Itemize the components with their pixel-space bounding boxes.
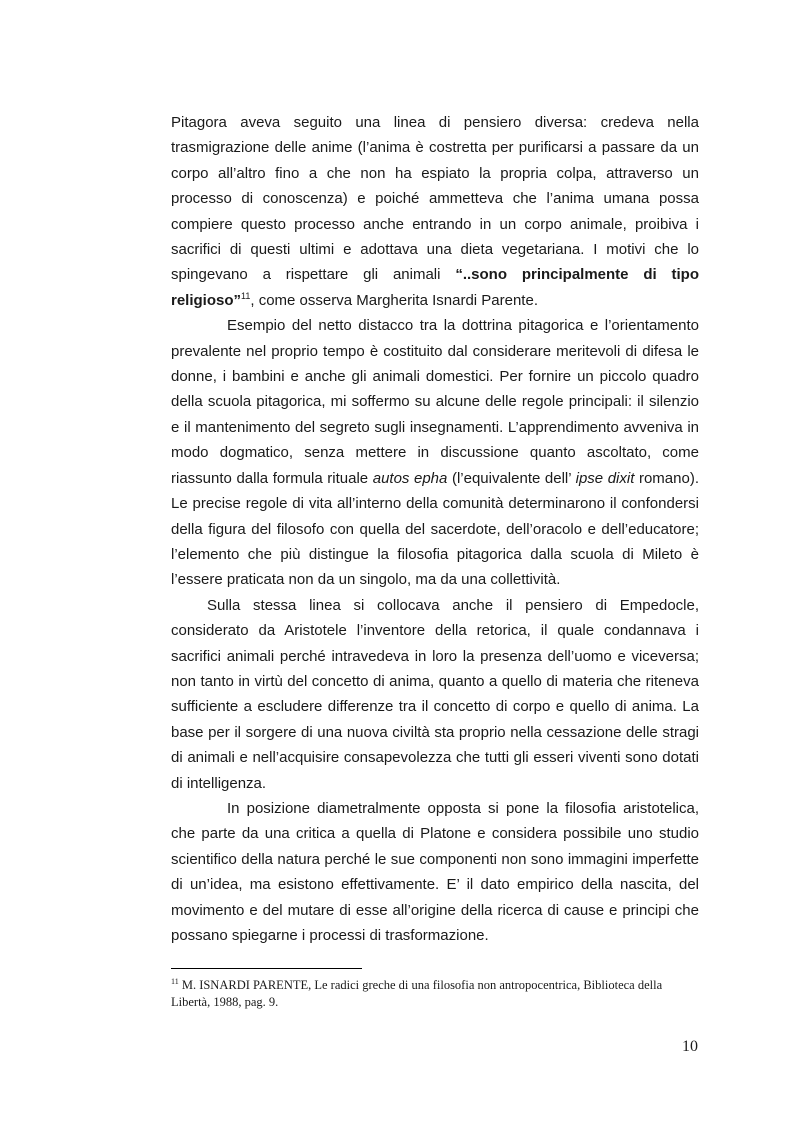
italic-term-autos-epha: autos epha <box>372 469 448 487</box>
body-text <box>171 110 699 948</box>
footnote <box>171 977 699 1011</box>
footnote-separator <box>171 968 362 969</box>
paragraph-text: , come osserva Margherita Isnardi Parente. <box>250 291 538 309</box>
paragraph-pitagora <box>171 110 699 313</box>
footnote-reference[interactable]: 11 <box>241 290 251 301</box>
footnote-number: 11 <box>171 976 179 986</box>
paragraph-text: (l’equivalente dell’ <box>447 469 576 487</box>
paragraph-text: Esempio del netto distacco tra la dottrina pitagorica e l’orientamento prevalente nel proprio tempo è costituito dal considerare meritevoli di difesa le donne, i bambini e anche gli animali domestici. Per fornire un piccolo quadro della scuola pitagorica, mi soffermo su alcune delle regole principali: il silenzio e il mantenimento del segreto sugli insegnamenti. L’apprendimento avveniva in modo dogmatico, senza mettere in discussione quanto ascoltato, come riassunto dalla formula rituale <box>171 317 699 487</box>
italic-term-ipse-dixit: ipse dixit <box>575 469 635 487</box>
paragraph-text: Pitagora aveva seguito una linea di pensiero diversa: credeva nella trasmigrazione delle anime (l’anima è costretta per purificarsi a passare da un corpo all’altro fino a che non ha espiato la propria colpa, attraverso un processo di conoscenza) e poiché ammetteva che l’anima umana possa compiere questo processo anche entrando in un corpo animale, proibiva i sacrifici di questi ultimi e adottava una dieta vegetariana. I motivi che lo spingevano a rispettare gli animali <box>171 114 699 284</box>
footnote-text: M. ISNARDI PARENTE, Le radici greche di una filosofia non antropocentrica, Biblioteca della Libertà, 1988, pag. 9. <box>171 978 663 1009</box>
paragraph-text: In posizione diametralmente opposta si pone la filosofia aristotelica, che parte da una critica a quella di Platone e considera possibile uno studio scientifico della natura perché le sue componenti non sono immagini imperfette di un’idea, ma esistono effettivamente. E’ il dato empirico della nascita, del movimento e del mutare di esse all’origine della ricerca di cause e principi che possano spiegarne i processi di trasformazione. <box>171 799 699 944</box>
bold-quote: “..sono principalmente di tipo religioso” <box>171 266 699 309</box>
paragraph-text: Sulla stessa linea si collocava anche il pensiero di Empedocle, considerato da Aristotele l’inventore della retorica, il quale condannava i sacrifici animali perché intravedeva in loro la presenza dell’uomo e viceversa; non tanto in virtù del concetto di anima, quanto a quello di materia che riteneva sufficiente a escludere differenze tra il concetto di corpo e quello di anima. La base per il sorgere di una nuova civiltà sta proprio nella cessazione delle stragi di animali e nell’acquisire consapevolezza che tutti gli esseri viventi sono dotati di intelligenza. <box>171 596 699 792</box>
paragraph-scuola-pitagorica <box>171 313 699 592</box>
paragraph-aristotele <box>171 796 699 948</box>
paragraph-empedocle <box>171 593 699 796</box>
page-number: 10 <box>682 1038 698 1055</box>
paragraph-text: romano). Le precise regole di vita all’interno della comunità determinarono il confondersi della figura del filosofo con quella del sacerdote, dell’oracolo e dell’educatore; l’elemento che più distingue la filosofia pitagorica dalla scuola di Mileto è l’essere praticata non da un singolo, ma da una collettività. <box>171 469 699 589</box>
